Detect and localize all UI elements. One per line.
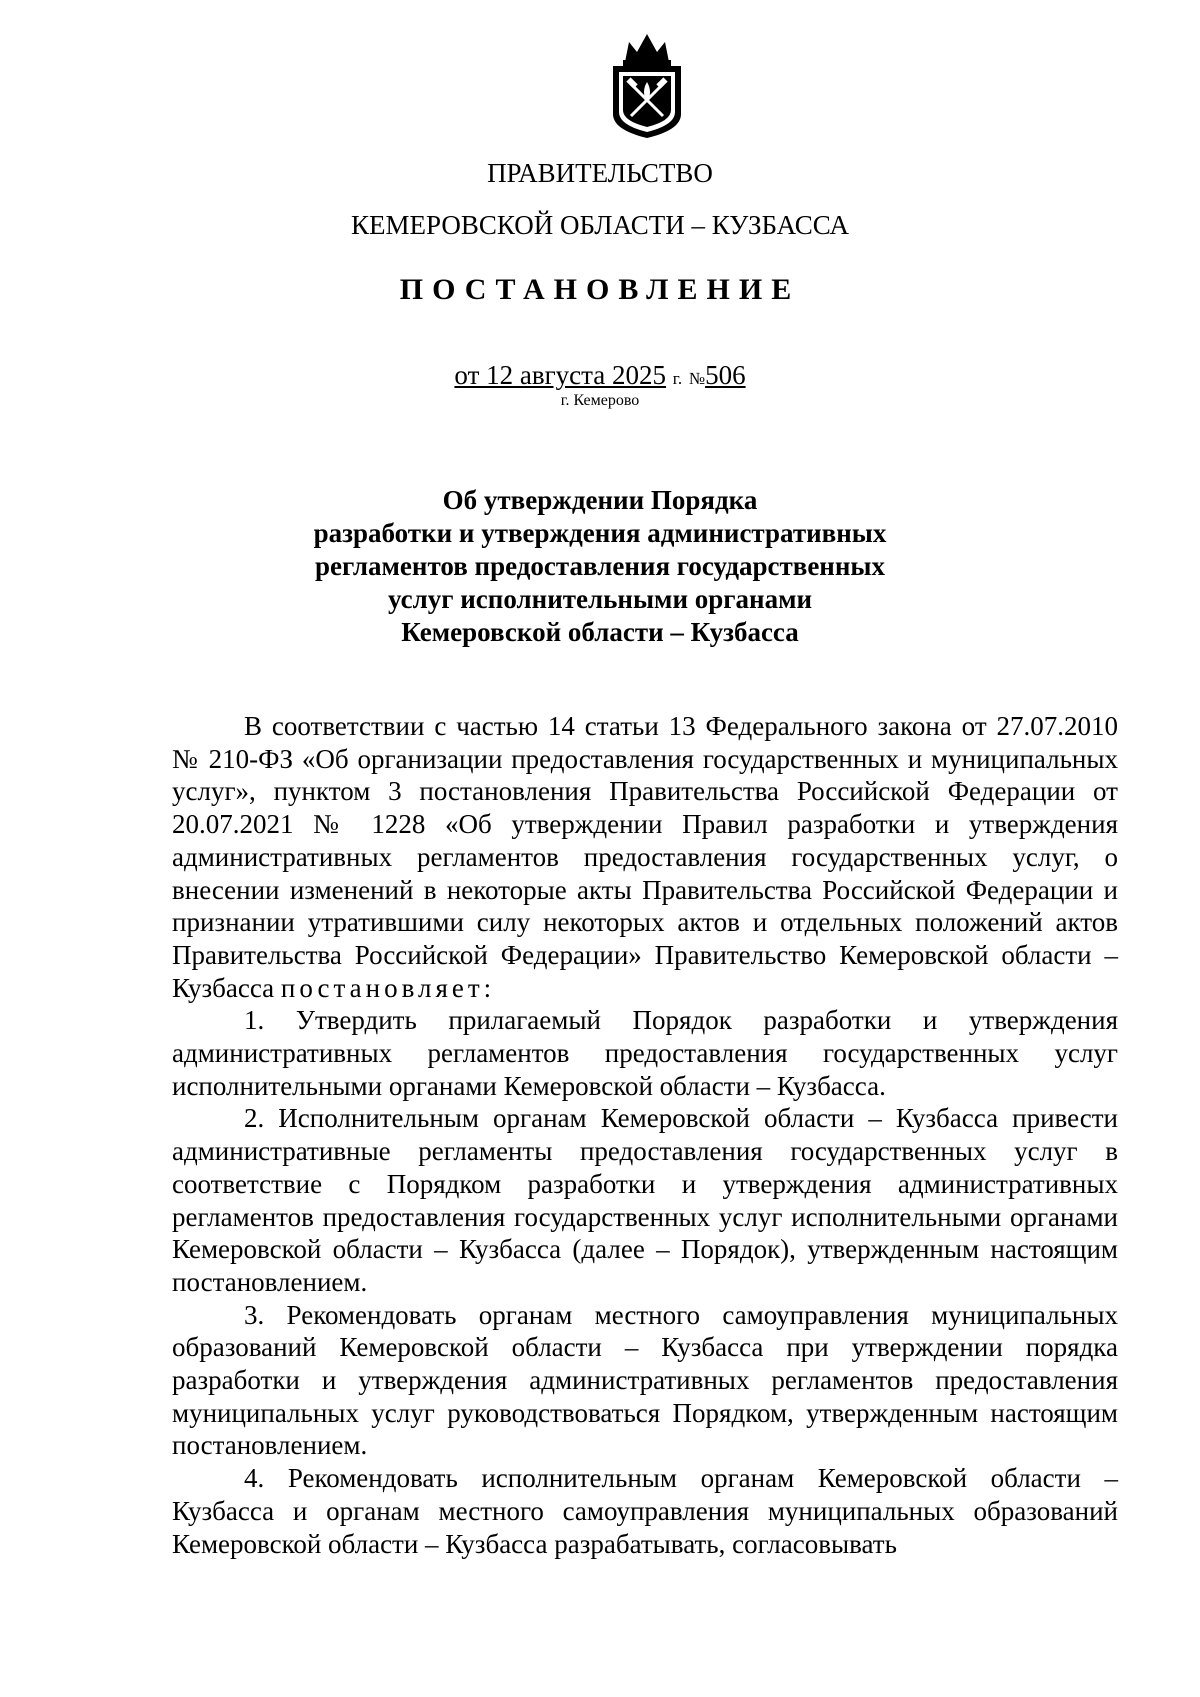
subject-line: разработки и утверждения административных [313,518,887,548]
city-name: г. Кемерово [560,392,640,409]
decree-body [172,710,1118,1560]
decree-date: от 12 августа 2025 [454,360,667,390]
preamble-text: В соответствии с частью 14 статьи 13 Федерального закона от 27.07.2010 № 210-ФЗ «Об организации предоставления государственных и муниципальных услуг», пунктом 3 постановления Правительства Российской Федерации от 20.07.2021 № 1228 «Об утверждении Правил разработки и утверждения административных регламентов предоставления государственных услуг, о внесении изменений в некоторые акты Правительства Российской Федерации и признании утратившими силу некоторых актов и отдельных положений актов Правительства Российской Федерации» Правительство Кемеровской области – Кузбасса [172,711,1118,1003]
subject-line: Кемеровской области – Кузбасса [401,617,799,647]
body-paragraph: 1. Утвердить прилагаемый Порядок разработки и утверждения административных регламентов предоставления государственных услуг исполнительными органами Кемеровской области – Кузбасса. [172,1005,1118,1101]
body-paragraph: 2. Исполнительным органам Кемеровской области – Кузбасса привести административные регламенты предоставления государственных услуг в соответствие с Порядком разработки и утверждения административных регламентов предоставления государственных услуг исполнительными органами Кемеровской области – Кузбасса (далее – Порядок), утвержденным настоящим постановлением. [172,1103,1118,1297]
body-paragraph: 4. Рекомендовать исполнительным органам Кемеровской области – Кузбасса и органам местного самоуправления муниципальных образований Кемеровской области – Кузбасса разрабатывать, согласовывать [172,1463,1118,1559]
government-name-line1: ПРАВИТЕЛЬСТВО [487,158,713,188]
subject-line: Об утверждении Порядка [442,485,758,515]
year-suffix: г. [672,369,683,388]
coat-of-arms-emblem-icon [605,30,689,140]
body-paragraph: 3. Рекомендовать органам местного самоуправления муниципальных образований Кемеровской области – Кузбасса при утверждении порядка разработки и утверждения административных регламентов предоставления муниципальных услуг руководствоваться Порядком, утвержденным настоящим постановлением. [172,1299,1118,1461]
number-sign: № [688,369,706,388]
subject-line: регламентов предоставления государственных [315,551,885,581]
decree-number: 506 [705,360,746,390]
government-name-line2: КЕМЕРОВСКОЙ ОБЛАСТИ – КУЗБАССА [351,210,849,240]
subject-line: услуг исполнительными органами [387,584,813,614]
decrees-word: постановляет: [280,972,496,1003]
decree-subject [0,484,1200,649]
decree-title: ПОСТАНОВЛЕНИЕ [399,273,801,306]
preamble-paragraph [172,710,1118,1004]
